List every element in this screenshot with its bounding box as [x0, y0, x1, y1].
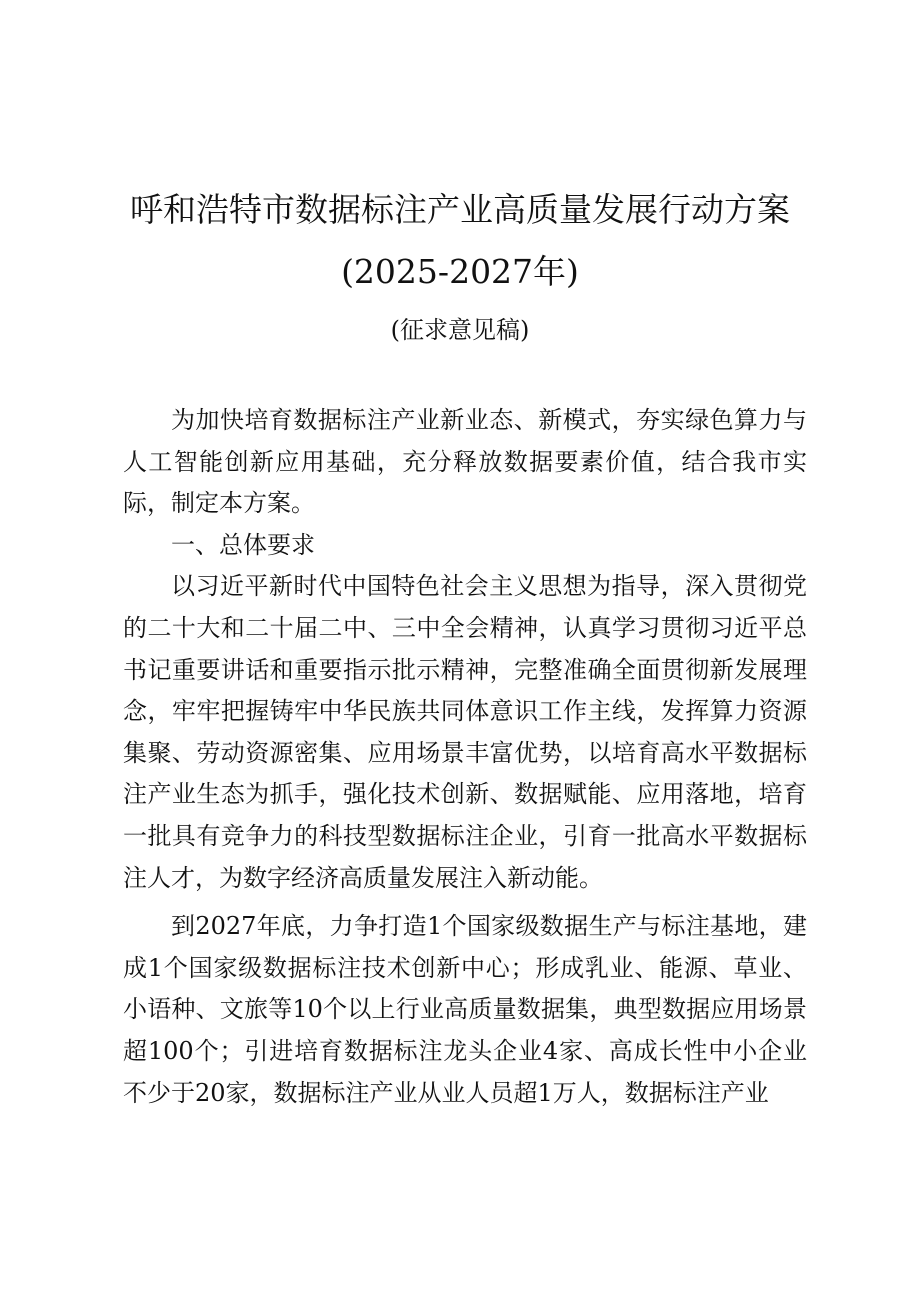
document-title-years: (2025-2027年) — [341, 252, 579, 291]
document-title: 呼和浩特市数据标注产业高质量发展行动方案 — [130, 190, 790, 229]
paragraph-goals: 到2027年底，力争打造1个国家级数据生产与标注基地，建成1个国家级数据标注技术创新中心；形成乳业、能源、草业、小语种、文旅等10个以上行业高质量数据集，典型数据应用场景超100个；引进培育数据标注龙头企业4家、高成长性中小企业不少于20家，数据标注产业从业人员超1万人，数据标注产业 — [123, 912, 807, 1107]
document-body — [123, 400, 807, 1114]
paragraph-guiding-principle: 以习近平新时代中国特色社会主义思想为指导，深入贯彻党的二十大和二十届二中、三中全会精神，认真学习贯彻习近平总书记重要讲话和重要指示批示精神，完整准确全面贯彻新发展理念，牢牢把握铸牢中华民族共同体意识工作主线，发挥算力资源集聚、劳动资源密集、应用场景丰富优势，以培育高水平数据标注产业生态为抓手，强化技术创新、数据赋能、应用落地，培育一批具有竞争力的科技型数据标注企业，引育一批高水平数据标注人才，为数字经济高质量发展注入新动能。 — [123, 572, 807, 892]
document-subtitle: (征求意见稿) — [390, 316, 530, 344]
section-heading: 一、总体要求 — [171, 530, 315, 559]
paragraph-intro: 为加快培育数据标注产业新业态、新模式，夯实绿色算力与人工智能创新应用基础，充分释放数据要素价值，结合我市实际，制定本方案。 — [123, 406, 807, 518]
